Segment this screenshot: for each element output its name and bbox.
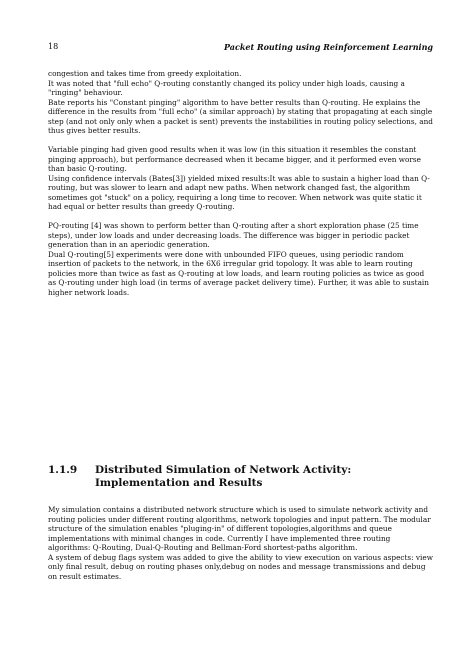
paragraph: A system of debug flags system was added to give the ability to view execution on various aspects: view only final result, debug on routing phases only,debug on nodes and message transmissions and debug on result estimates. xyxy=(48,552,433,581)
paragraph: Dual Q-routing[5] experiments were done with unbounded FIFO queues, using periodic random insertion of packets to the network, in the 6X6 irregular grid topology. It was able to learn routing policies more than twice as fast as Q-routing at low loads, and learn routing policies as twice as good as Q-routing under high load (in terms of average packet delivery time). Further, it was able to sustain higher network loads. xyxy=(48,249,429,297)
section-number: 1.1.9 xyxy=(48,464,78,476)
section-title: Distributed Simulation of Network Activity: Implementation and Results xyxy=(95,464,352,489)
body-text-upper xyxy=(48,69,433,297)
paragraph: congestion and takes time from greedy exploitation. xyxy=(48,69,242,78)
page-number: 18 xyxy=(48,42,59,51)
running-header-title: Packet Routing using Reinforcement Learning xyxy=(223,42,433,52)
paragraph: My simulation contains a distributed network structure which is used to simulate network activity and routing policies under different routing algorithms, network topologies and input pattern. The modular structure of the simulation enables "pluging-in" of different topologies,algorithms and queue implementations with minimal changes in code. Currently I have implemented three routing algorithms: Q-Routing, Dual-Q-Routing and Bellman-Ford shortest-paths algorithm. xyxy=(48,505,431,552)
paragraph: Using confidence intervals (Bates[3]) yielded mixed results:It was able to sustain a higher load than Q-routing, but was slower to learn and adapt new paths. When network changed fast, the algorithm sometimes got "stuck" on a policy, requiring a long time to recover. When network was quite static it had equal or better results than greedy Q-routing. xyxy=(48,173,430,211)
paragraph: It was noted that "full echo" Q-routing constantly changed its policy under high loads, causing a "ringing" behaviour. xyxy=(48,78,405,97)
paragraph: Variable pinging had given good results when it was low (in this situation it resembles the constant pinging approach), but performance decreased when it became bigger, and it performed even worse than basic Q-routing. xyxy=(48,145,421,173)
body-text-lower xyxy=(48,505,433,581)
paragraph: PQ-routing [4] was shown to perform better than Q-routing after a short exploration phase (25 time steps), under low loads and under decreasing loads. The difference was bigger in periodic packet generation than in an aperiodic generation. xyxy=(48,221,419,249)
paragraph: Bate reports his "Constant pinging" algorithm to have better results than Q-routing. He explains the difference in the results from "full echo" (a similar approach) by stating that propagating at each single step (and not only only when a packet is sent) prevents the instabilities in routing policy selections, and thus gives better results. xyxy=(48,97,433,135)
